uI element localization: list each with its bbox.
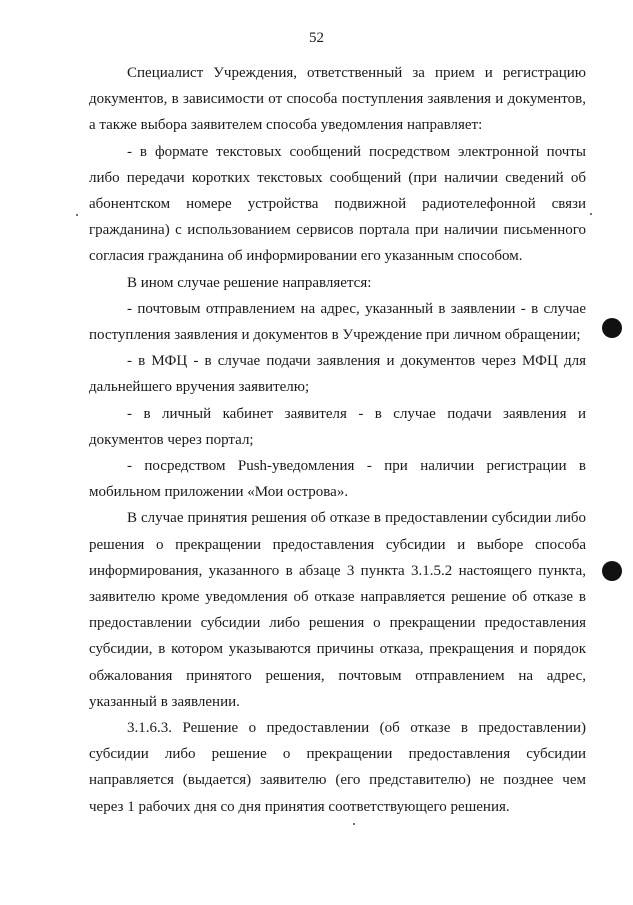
punch-hole-upper (602, 318, 622, 338)
document-body (89, 60, 586, 820)
scan-speck (353, 823, 355, 825)
page-number: 52 (309, 30, 324, 46)
paragraph-push: - посредством Push-уведомления - при наличии регистрации в мобильном приложении «Мои острова». (89, 458, 586, 501)
paragraph-3-1-6-3: 3.1.6.3. Решение о предоставлении (об отказе в предоставлении) субсидии либо решение о прекращении предоставления субсидии направляется (выдается) заявителю (его представителю) не позднее чем через 1 рабочих дня со дня принятия соответствующего решения. (89, 720, 586, 815)
paragraph-mfc: - в МФЦ - в случае подачи заявления и документов через МФЦ для дальнейшего вручения заявителю; (89, 353, 586, 396)
paragraph-email-sms: - в формате текстовых сообщений посредством электронной почты либо передачи коротких текстовых сообщений (при наличии сведений об абонентском номере устройства подвижной радиотелефонной связи гражданина) с использованием сервисов портала при наличии письменного согласия гражданина об информировании его указанным способом. (89, 143, 586, 265)
paragraph-refusal: В случае принятия решения об отказе в предоставлении субсидии либо решения о прекращении предоставления субсидии и выборе способа информирования, указанного в абзаце 3 пункта 3.1.5.2 настоящего пункта, заявителю кроме уведомления об отказе направляется решение об отказе в предоставлении субсидии либо решения о прекращении предоставления субсидии, в котором указываются причины отказа, прекращения и порядок обжалования принятого решения, почтовым отправлением на адрес, указанный в заявлении. (89, 510, 586, 710)
punch-hole-lower (602, 561, 622, 581)
scan-speck (76, 214, 78, 216)
paragraph-cabinet: - в личный кабинет заявителя - в случае подачи заявления и документов через портал; (89, 405, 586, 448)
paragraph-otherwise: В ином случае решение направляется: (127, 274, 372, 291)
paragraph-intro: Специалист Учреждения, ответственный за прием и регистрацию документов, в зависимости от способа поступления заявления и документов, а также выбора заявителем способа уведомления направляет: (89, 65, 586, 134)
scan-speck (590, 213, 592, 215)
paragraph-post: - почтовым отправлением на адрес, указанный в заявлении - в случае поступления заявления и документов в Учреждение при личном обращении; (89, 300, 586, 344)
